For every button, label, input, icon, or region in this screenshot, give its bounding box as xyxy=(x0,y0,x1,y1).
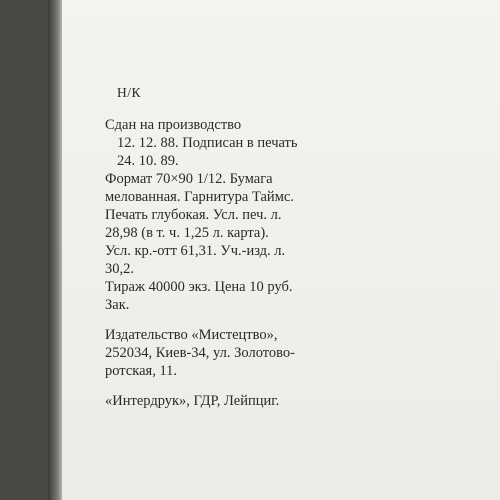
imprint-line: 30,2. xyxy=(105,261,134,277)
publisher-line: 252034, Киев-34, ул. Золотово- xyxy=(105,345,295,361)
imprint-line: Формат 70×90 1/12. Бумага xyxy=(105,171,273,187)
imprint-code: Н/К xyxy=(117,85,142,100)
imprint-line: Зак. xyxy=(105,297,130,313)
imprint-line: 28,98 (в т. ч. 1,25 л. карта). xyxy=(105,225,269,241)
imprint-line: 24. 10. 89. xyxy=(117,153,179,169)
printer-line: «Интердрук», ГДР, Лейпциг. xyxy=(105,393,280,409)
imprint-line: 12. 12. 88. Подписан в печать xyxy=(117,135,298,151)
imprint-line: Сдан на производство xyxy=(105,117,242,133)
publisher-line: ротская, 11. xyxy=(105,363,178,379)
imprint-line: Печать глубокая. Усл. печ. л. xyxy=(105,207,282,223)
publisher-line: Издательство «Мистецтво», xyxy=(105,327,278,343)
imprint-line: Тираж 40000 экз. Цена 10 руб. xyxy=(105,279,293,295)
imprint-line: мелованная. Гарнитура Таймс. xyxy=(105,189,294,205)
imprint-line: Усл. кр.-отт 61,31. Уч.-изд. л. xyxy=(105,243,286,259)
